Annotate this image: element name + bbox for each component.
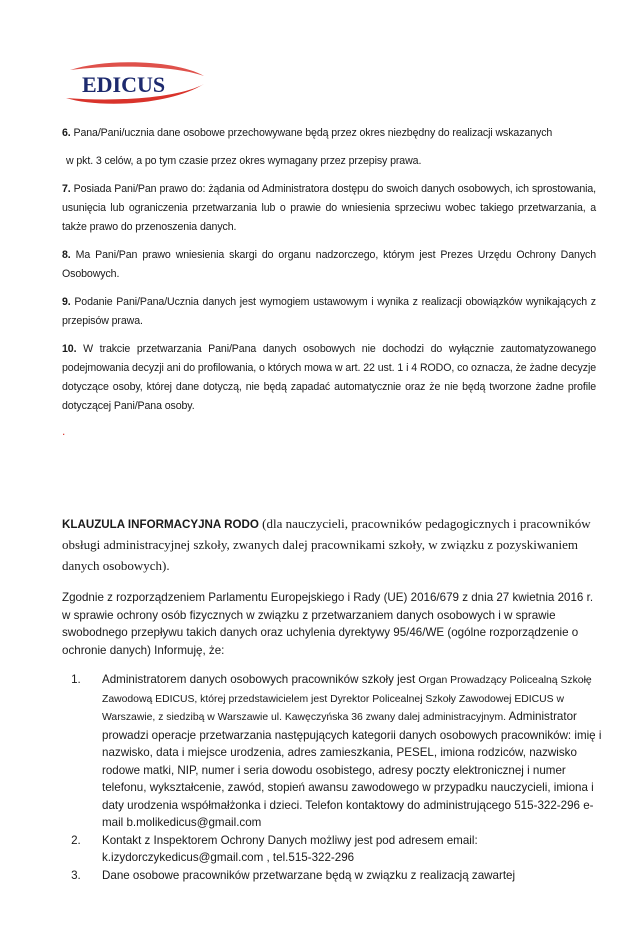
paragraph-6: 6. Pana/Pani/ucznia dane osobowe przechowywane będą przez okres niezbędny do realizacji wskazanych — [62, 127, 553, 139]
list-item: 3. Dane osobowe pracowników przetwarzane będą w związku z realizacją zawartej — [84, 867, 602, 885]
clause-list — [62, 671, 602, 884]
clause-intro: Zgodnie z rozporządzeniem Parlamentu Europejskiego i Rady (UE) 2016/679 z dnia 27 kwietnia 2016 r. w sprawie ochrony osób fizycznych w związku z przetwarzaniem danych osobowych i w sprawie swobodnego przepływu takich danych oraz uchylenia dyrektywy 95/46/WE (ogólne rozporządzenie o ochronie danych) Informuję, że: — [62, 591, 594, 657]
stray-dot: . — [62, 424, 66, 438]
list-item: 1. Administratorem danych osobowych pracowników szkoły jest Organ Prowadzący Policealną Szkołę Zawodową EDICUS, której przedstawicielem jest Dyrektor Policealnej Szkoły Zawodowej EDICUS w Warszawie, z siedzibą w Warszawie ul. Kawęczyńska 36 zwany dalej administracyjnym. Administrator prowadzi operacje przetwarzania następujących kategorii danych osobowych pracowników: imię i nazwisko, data i miejsce urodzenia, adres zamieszkania, PESEL, imiona rodziców, nazwisko rodowe matki, NIP, numer i seria dowodu osobistego, adresy poczty elektronicznej i numer telefonu, wykształcenie, zawód, stopień awansu zawodowego w przypadku nauczycieli, imiona i daty urodzenia współmałżonka i dzieci. Telefon kontaktowy do administrującego 515-322-296 e- mail b.molikedicus@gmail.com — [84, 671, 602, 832]
paragraph-7: 7. Posiada Pani/Pan prawo do: żądania od Administratora dostępu do swoich danych osobowych, ich sprostowania, usunięcia lub ograniczenia przetwarzania lub o prawie do wniesienia sprzeciwu wobec takiego przetwarzania, a także prawo do przenoszenia danych. — [62, 183, 597, 233]
rodo-clause — [62, 514, 602, 884]
clause-heading: KLAUZULA INFORMACYJNA RODO (dla nauczycieli, pracowników pedagogicznych i pracowników obsługi administracyjnej szkoły, zwanych dalej pracownikami szkoły, w związku z pozyskiwaniem danych osobowych). — [62, 516, 591, 573]
paragraph-6-continued: w pkt. 3 celów, a po tym czasie przez okres wymagany przez przepisy prawa. — [66, 155, 422, 167]
list-item: 2. Kontakt z Inspektorem Ochrony Danych możliwy jest pod adresem email: k.izydorczykedicus@gmail.com , tel.515-322-296 — [84, 832, 602, 867]
document-body — [62, 124, 596, 437]
logo-text: EDICUS — [82, 72, 166, 97]
paragraph-10: 10. W trakcie przetwarzania Pani/Pana danych osobowych nie dochodzi do wyłącznie zautomatyzowanego podejmowania decyzji ani do profilowania, o których mowa w art. 22 ust. 1 i 4 RODO, co oznacza, że żadne decyzje dotyczące osoby, której dane dotyczą, nie będą zapadać automatycznie oraz że nie będą tworzone żadne profile dotyczącej Pani/Pana osoby. — [62, 343, 596, 412]
paragraph-8: 8. Ma Pani/Pan prawo wniesienia skargi do organu nadzorczego, którym jest Prezes Urzędu Ochrony Danych Osobowych. — [62, 249, 597, 280]
paragraph-9: 9. Podanie Pani/Pana/Ucznia danych jest wymogiem ustawowym i wynika z realizacji obowiązków wynikających z przepisów prawa. — [62, 296, 596, 327]
edicus-logo — [58, 58, 208, 108]
